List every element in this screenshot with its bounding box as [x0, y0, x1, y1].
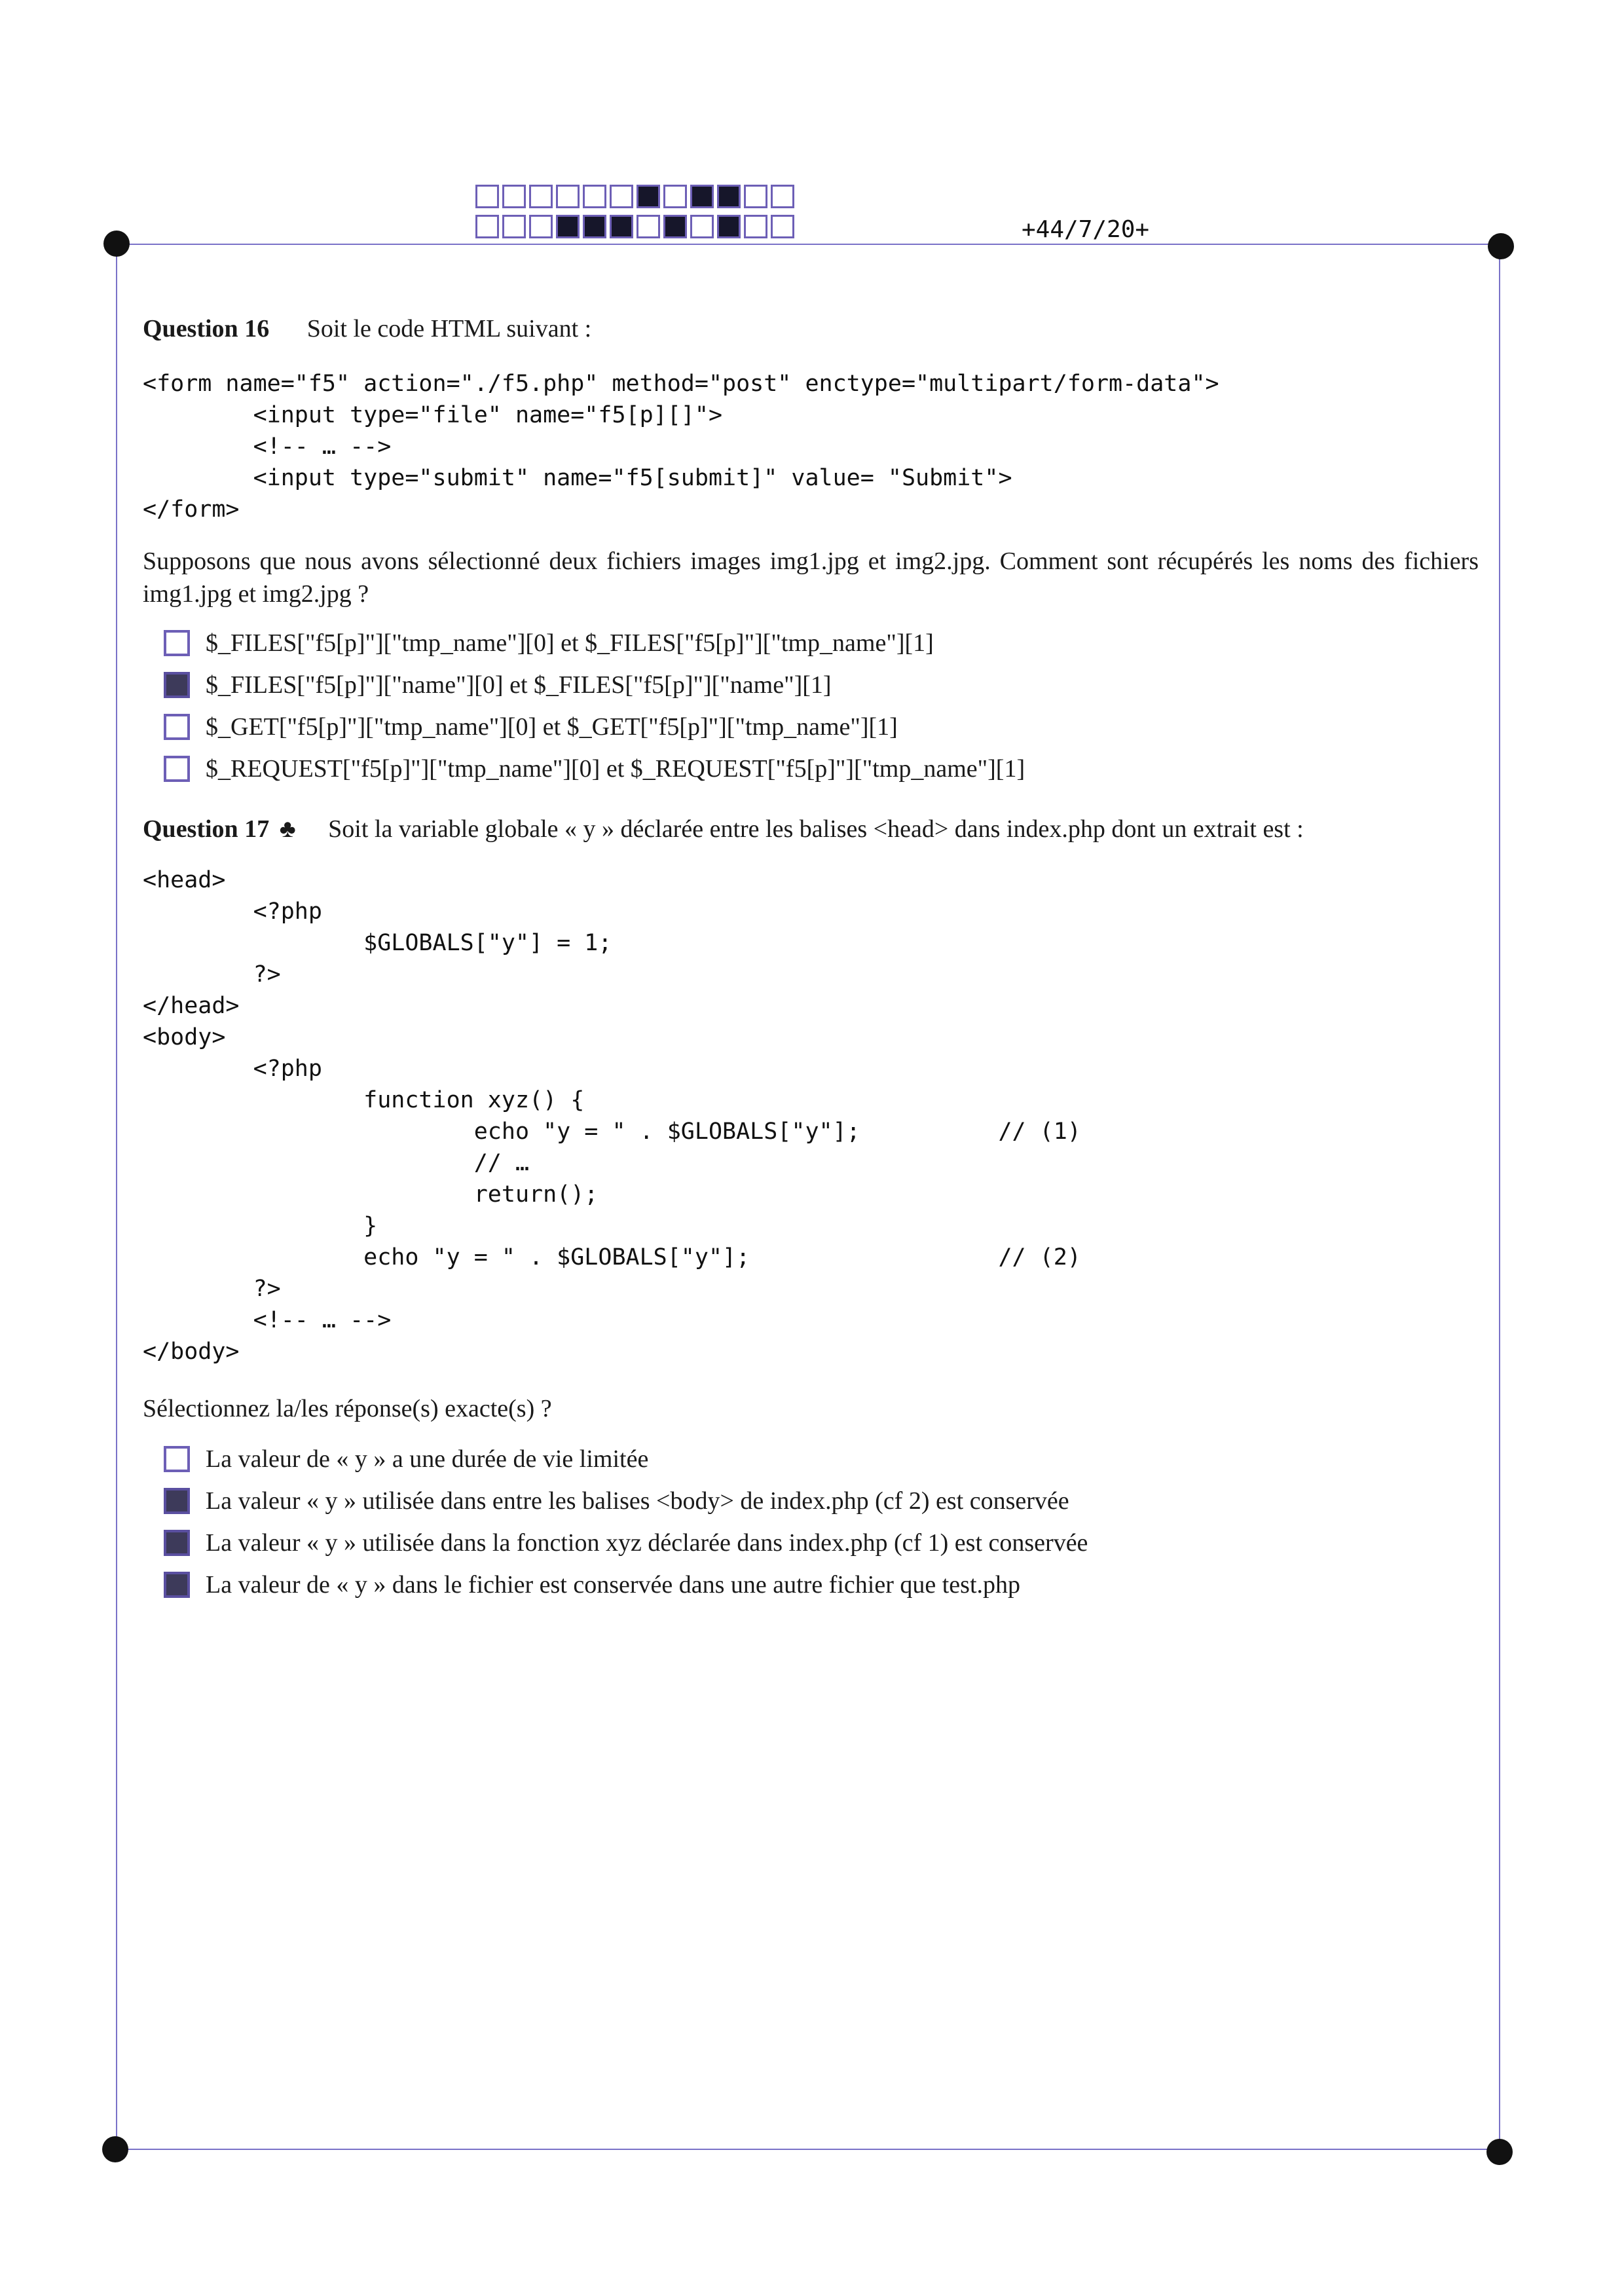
- answer-option-label: $_REQUEST["f5[p]"]["tmp_name"][0] et $_REQUEST["f5[p]"]["tmp_name"][1]: [206, 755, 1025, 783]
- question-17-label: Question 17: [143, 815, 270, 843]
- barcode-cell: [502, 215, 526, 238]
- question-17-intro: Soit la variable globale « y » déclarée entre les balises <head> dans index.php dont un extrait est :: [328, 815, 1304, 843]
- answer-option-label: $_FILES["f5[p]"]["name"][0] et $_FILES["f5[p]"]["name"][1]: [206, 671, 832, 699]
- barcode-cell: [583, 215, 606, 238]
- checked-checkbox[interactable]: [164, 672, 190, 698]
- multiple-answer-club-icon: ♣: [279, 815, 296, 843]
- barcode-cell: [556, 215, 580, 238]
- barcode-cell: [717, 215, 741, 238]
- checked-checkbox[interactable]: [164, 1530, 190, 1556]
- answer-option[interactable]: [164, 622, 1025, 664]
- question-17-code: <head> <?php $GLOBALS["y"] = 1; ?> </head> <body> <?php function xyz() { echo "y = " . $GLOBALS["y"]; // (1) // … return(); } echo "y = " . $GLOBALS["y"]; // (2) ?> <!-- … --> </body>: [143, 867, 1081, 1365]
- answer-option[interactable]: [164, 664, 1025, 706]
- answer-option-label: $_FILES["f5[p]"]["tmp_name"][0] et $_FILES["f5[p]"]["tmp_name"][1]: [206, 629, 934, 657]
- barcode-cell: [771, 215, 794, 238]
- question-16-label: Question 16: [143, 315, 270, 343]
- question-17-options: [164, 1438, 1088, 1606]
- barcode-cell: [529, 215, 553, 238]
- question-16-code: <form name="f5" action="./f5.php" method="post" enctype="multipart/form-data"> <input type="file" name="f5[p][]"> <!-- … --> <input type="submit" name="f5[submit]" value= "Submit"> </form>: [143, 371, 1219, 523]
- corner-marker-top-right: [1488, 233, 1514, 259]
- answer-option-label: La valeur de « y » a une durée de vie limitée: [206, 1445, 649, 1473]
- answer-option-label: La valeur de « y » dans le fichier est conservée dans une autre fichier que test.php: [206, 1571, 1020, 1599]
- barcode-cell: [475, 185, 499, 208]
- checked-checkbox[interactable]: [164, 1572, 190, 1598]
- barcode-row-bottom: [475, 215, 798, 238]
- barcode-cell: [637, 185, 660, 208]
- answer-option-label: La valeur « y » utilisée dans la fonction xyz déclarée dans index.php (cf 1) est conservée: [206, 1529, 1088, 1557]
- answer-option[interactable]: [164, 1438, 1088, 1480]
- answer-option[interactable]: [164, 1522, 1088, 1564]
- answer-option[interactable]: [164, 748, 1025, 790]
- barcode-cell: [637, 215, 660, 238]
- barcode-row-top: [475, 185, 798, 208]
- question-17-text: Sélectionnez la/les réponse(s) exacte(s) ?: [143, 1395, 552, 1422]
- checkbox[interactable]: [164, 1446, 190, 1472]
- answer-option[interactable]: [164, 1480, 1088, 1522]
- corner-marker-top-left: [103, 231, 130, 257]
- barcode-cell: [556, 185, 580, 208]
- barcode-cell: [610, 185, 633, 208]
- question-16-options: [164, 622, 1025, 790]
- checked-checkbox[interactable]: [164, 1488, 190, 1514]
- checkbox[interactable]: [164, 756, 190, 782]
- answer-option[interactable]: [164, 706, 1025, 748]
- page-id: +44/7/20+: [1022, 216, 1150, 243]
- checkbox[interactable]: [164, 630, 190, 656]
- question-17-header: [143, 815, 1304, 843]
- barcode-cell: [610, 215, 633, 238]
- barcode-cell: [690, 185, 714, 208]
- corner-marker-bottom-left: [102, 2136, 128, 2162]
- answer-option[interactable]: [164, 1564, 1088, 1606]
- barcode-cell: [690, 215, 714, 238]
- corner-marker-bottom-right: [1486, 2139, 1513, 2165]
- barcode-cell: [502, 185, 526, 208]
- answer-option-label: La valeur « y » utilisée dans entre les balises <body> de index.php (cf 2) est conservée: [206, 1487, 1069, 1515]
- barcode-cell: [663, 185, 687, 208]
- checkbox[interactable]: [164, 714, 190, 740]
- question-16-header: [143, 314, 591, 343]
- barcode-cell: [717, 185, 741, 208]
- barcode-cell: [663, 215, 687, 238]
- barcode-cell: [529, 185, 553, 208]
- question-16-intro: Soit le code HTML suivant :: [306, 315, 592, 343]
- barcode-cell: [744, 185, 767, 208]
- barcode-cell: [475, 215, 499, 238]
- barcode-cell: [583, 185, 606, 208]
- question-16-text: Supposons que nous avons sélectionné deux fichiers images img1.jpg et img2.jpg. Comment sont récupérés les noms des fichiers img1.jpg et img2.jpg ?: [143, 547, 1479, 608]
- barcode-cell: [771, 185, 794, 208]
- barcode-cell: [744, 215, 767, 238]
- answer-option-label: $_GET["f5[p]"]["tmp_name"][0] et $_GET["f5[p]"]["tmp_name"][1]: [206, 713, 898, 741]
